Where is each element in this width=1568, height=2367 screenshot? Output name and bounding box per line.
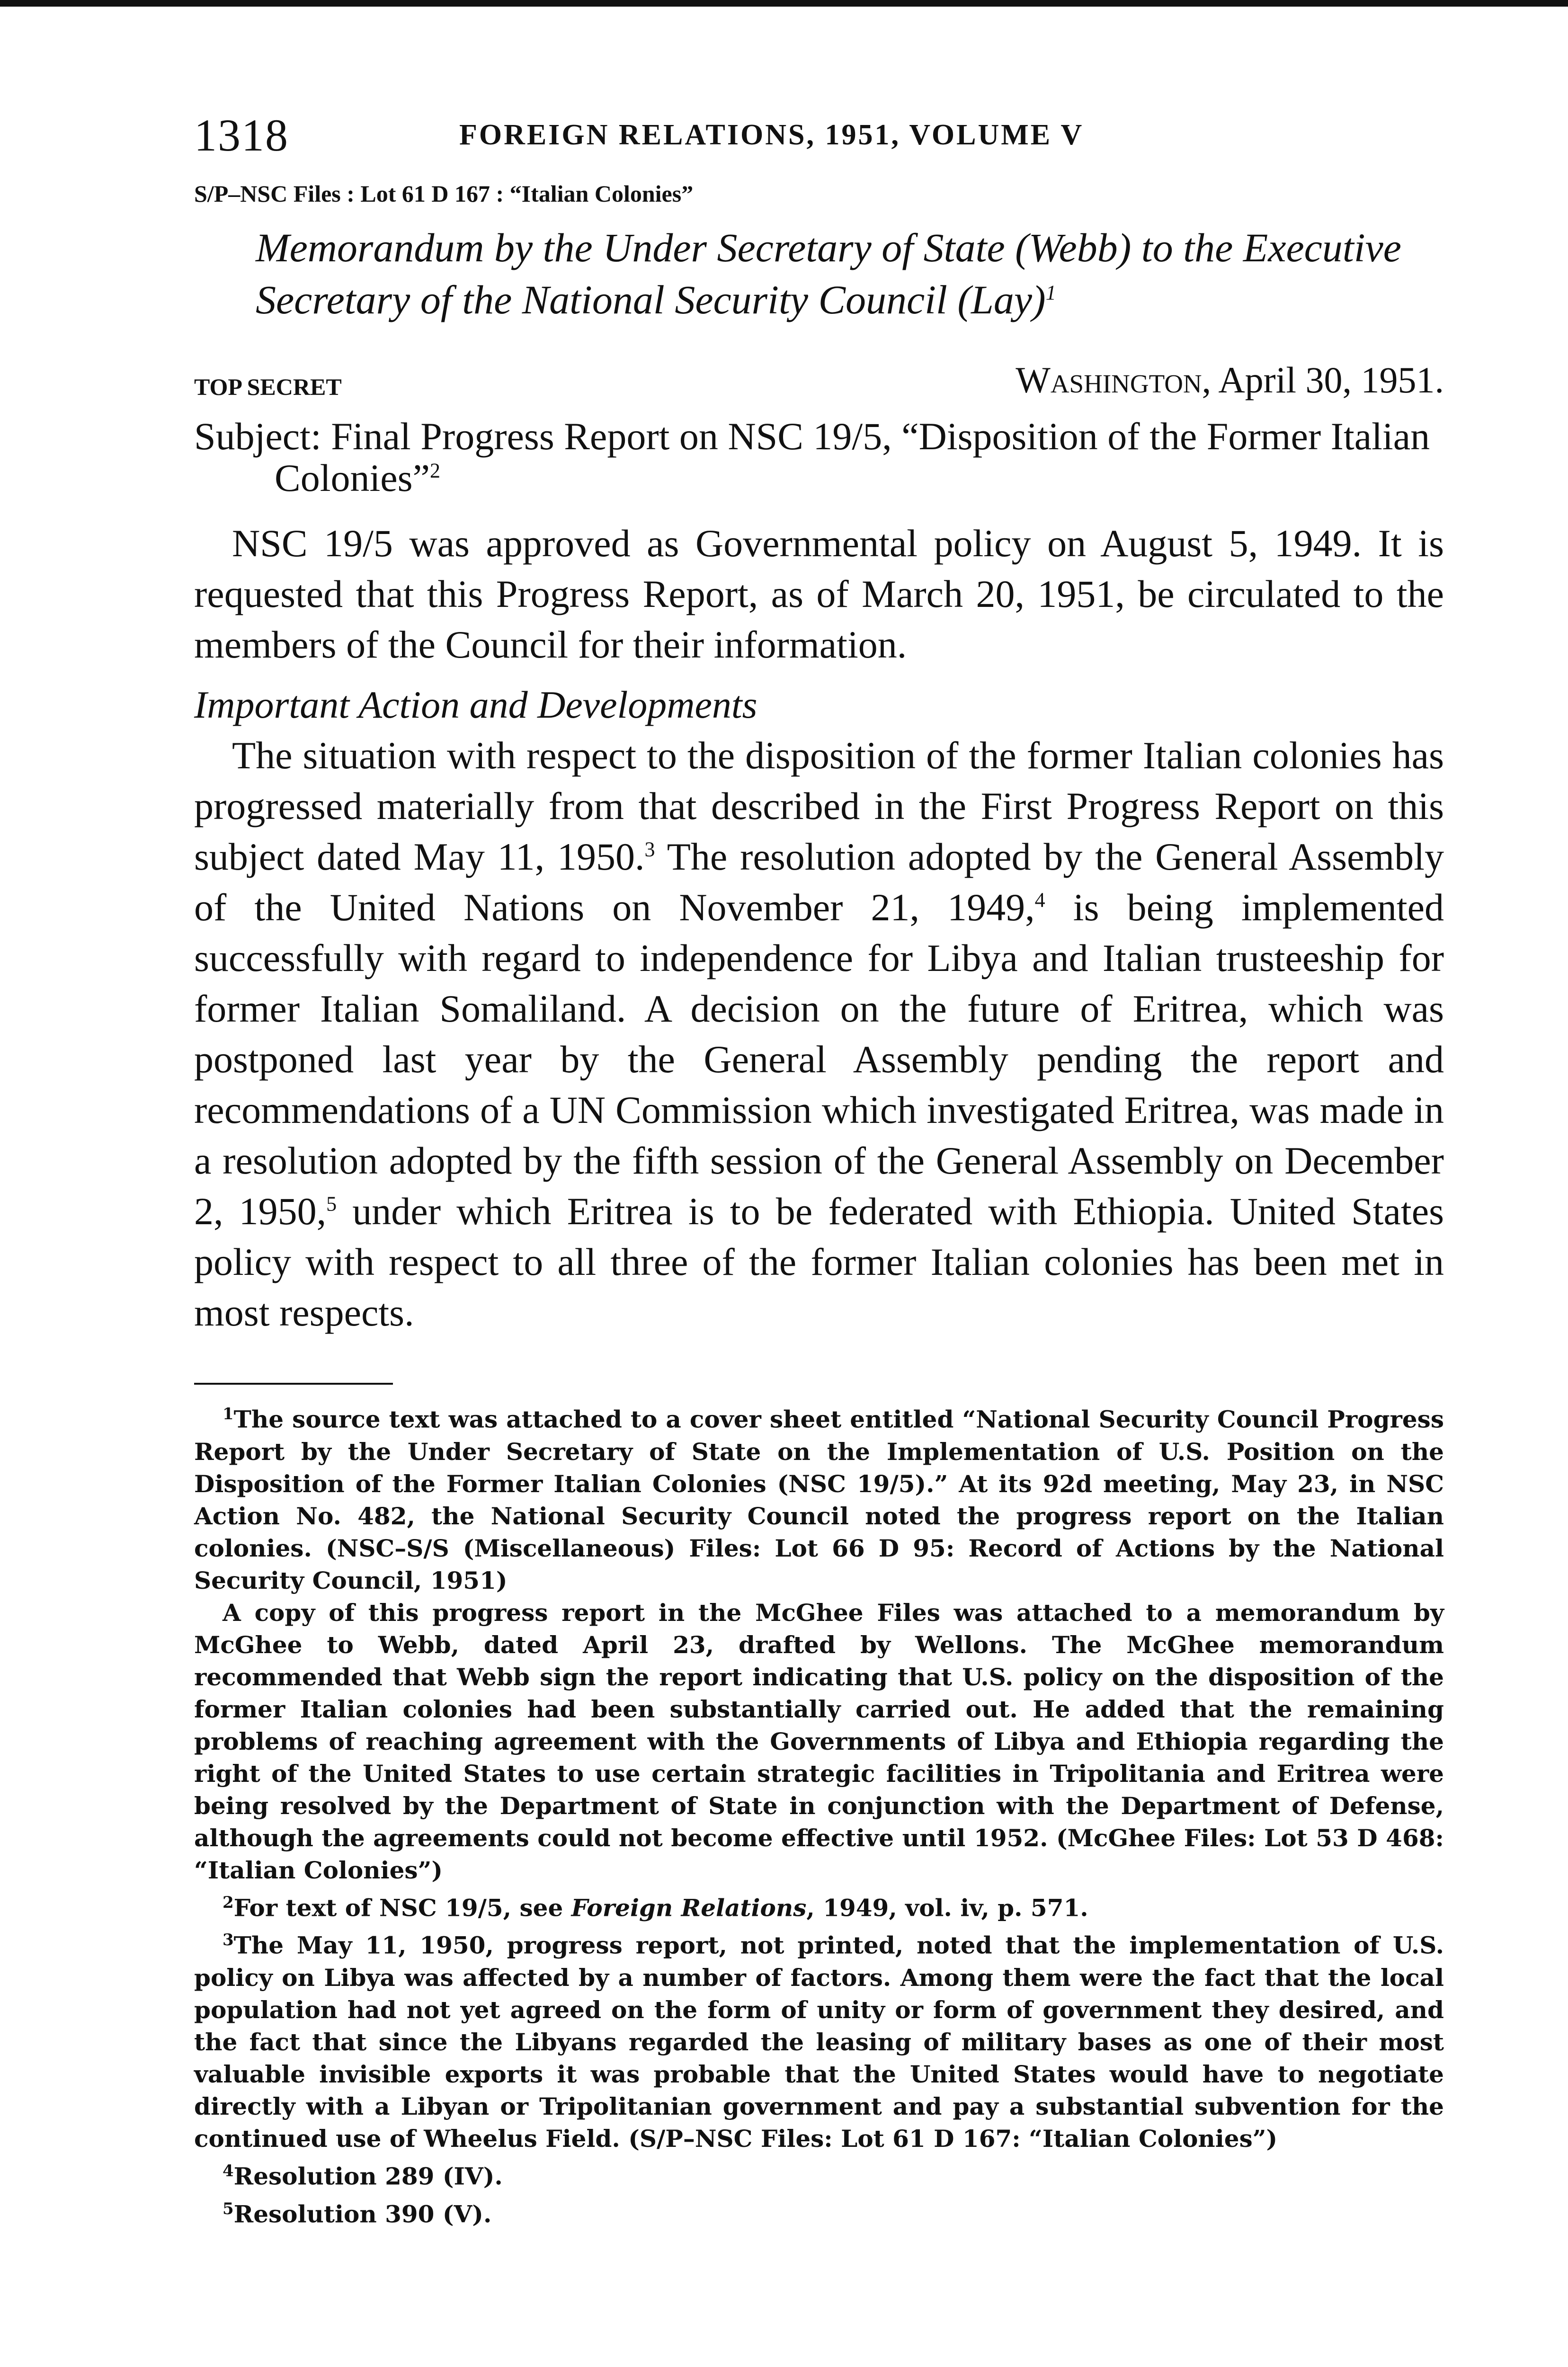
dateline [194, 359, 1444, 411]
running-title: FOREIGN RELATIONS, 1951, VOLUME V [459, 119, 1084, 151]
footnote-1 [194, 1398, 1444, 1597]
para2-part4: under which Eritrea is to be federated with Ethiopia. United States policy with respect to all three of the former Italian colonies has been met in most respects. [194, 1190, 1444, 1334]
footnotes [194, 1398, 1444, 2230]
footnote-3-number: 3 [223, 1931, 234, 1950]
paragraph-approval: NSC 19/5 was approved as Governmental policy on August 5, 1949. It is requested that this Progress Report, as of March 20, 1951, be circulated to the members of the Council for their information. [194, 522, 1444, 666]
footnote-ref-3: 3 [644, 837, 655, 861]
para2-part2: The resolution adopted by the General Assembly of the United Nations on November 21, 1949, [194, 835, 1444, 929]
paragraph-situation [194, 730, 1444, 1338]
memo-body [194, 518, 1444, 1338]
footnote-divider [194, 1383, 393, 1385]
subject-footnote-ref: 2 [429, 459, 440, 482]
para2-part3: is being implemented successfully with regard to independence for Libya and Italian trusteeship for former Italian Somaliland. A decision on the future of Eritrea, which was postponed last year by the General Assembly pending the report and recommendations of a UN Commission which investigated Eritrea, was made in a resolution adopted by the fifth session of the General Assembly on December 2, 1950, [194, 886, 1444, 1233]
document-page [194, 95, 1444, 2230]
footnote-5-text: Resolution 390 (V). [233, 2200, 492, 2228]
page-top-border [0, 0, 1568, 7]
section-heading: Important Action and Developments [194, 683, 757, 726]
place-date [1016, 359, 1444, 401]
footnote-3 [194, 1924, 1444, 2155]
page-number: 1318 [194, 110, 289, 160]
subject-text: Subject: Final Progress Report on NSC 19/5, “Disposition of the Former Italian Colonies” [194, 415, 1430, 499]
title-text: Memorandum by the Under Secretary of State (Webb) to the Executive Secretary of the National Security Council (Lay) [256, 225, 1401, 322]
footnote-3-text: The May 11, 1950, progress report, not printed, noted that the implementation of U.S. policy on Libya was affected by a number of factors. Among them were the fact that the local population had not yet agreed on the form of unity or form of government they desired, and the fact that since the Libyans regarded the leasing of military bases as one of their most valuable invisible exports it was probable that the United States would have to negotiate directly with a Libyan or Tripolitanian government and pay a substantial subvention for the continued use of Wheelus Field. (S/P–NSC Files: Lot 61 D 167: “Italian Colonies”) [194, 1931, 1444, 2153]
footnote-ref-5: 5 [326, 1192, 337, 1216]
footnote-4-text: Resolution 289 (IV). [233, 2162, 503, 2190]
footnote-4 [194, 2155, 1444, 2193]
subject-line [194, 416, 1444, 499]
title-footnote-ref: 1 [1045, 281, 1056, 304]
document-title [194, 222, 1444, 326]
footnote-2-pre: For text of NSC 19/5, see [233, 1894, 571, 1922]
page-header [194, 95, 1444, 161]
footnote-5 [194, 2193, 1444, 2231]
date: , April 30, 1951. [1202, 359, 1444, 400]
footnote-2 [194, 1886, 1444, 1924]
para2-part1: The situation with respect to the disposition of the former Italian colonies has progressed materially from that described in the First Progress Report on this subject dated May 11, 1950. [194, 734, 1444, 878]
footnote-1-text: The source text was attached to a cover sheet entitled “National Security Council Progress Report by the Under Secretary of State on the Implementation of U.S. Position on the Disposition of the Former Italian Colonies (NSC 19/5).” At its 92d meeting, May 23, in NSC Action No. 482, the National Security Council noted the progress report on the Italian colonies. (NSC–S/S (Miscellaneous) Files: Lot 66 D 95: Record of Actions by the National Security Council, 1951) [194, 1405, 1444, 1594]
footnote-4-number: 4 [223, 2161, 234, 2180]
footnote-ref-4: 4 [1034, 888, 1045, 912]
footnote-2-number: 2 [223, 1893, 234, 1912]
classification-label: TOP SECRET [194, 374, 342, 400]
source-note: S/P–NSC Files : Lot 61 D 167 : “Italian Colonies” [194, 180, 694, 207]
footnote-2-italic: Foreign Relations [571, 1894, 807, 1922]
footnote-2-post: , 1949, vol. iv, p. 571. [806, 1894, 1088, 1922]
footnote-5-number: 5 [223, 2199, 234, 2218]
footnote-1-number: 1 [223, 1405, 234, 1424]
footnote-1-continued: A copy of this progress report in the McGhee Files was attached to a memorandum by McGhee to Webb, dated April 23, drafted by Wellons. The McGhee memorandum recommended that Webb sign the report indicating that U.S. policy on the disposition of the former Italian colonies had been substantially carried out. He added that the remaining problems of reaching agreement with the Governments of Libya and Ethiopia regarding the right of the United States to use certain strategic facilities in Tripolitania and Eritrea were being resolved by the Department of State in conjunction with the Department of Defense, although the agreements could not become effective until 1952. (McGhee Files: Lot 53 D 468: “Italian Colonies”) [194, 1598, 1444, 1884]
place: Washington [1016, 359, 1202, 400]
